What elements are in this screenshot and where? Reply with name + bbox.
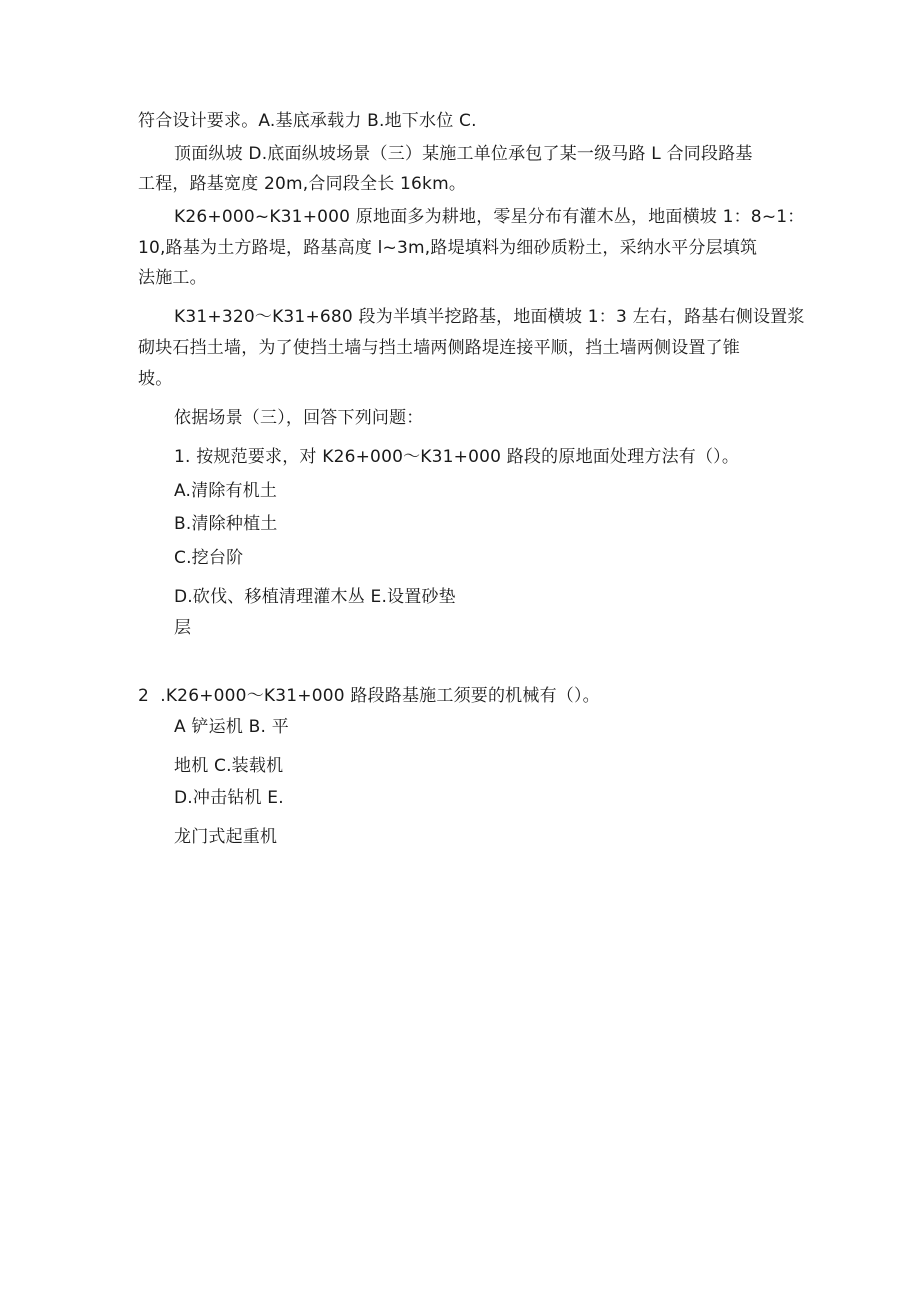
para2-line-1: K26+000~K31+000 原地面多为耕地，零星分布有灌木丛，地面横坡 1：8~1：: [174, 207, 805, 227]
para1-line-2: 顶面纵坡 D.底面纵坡场景（三）某施工单位承包了某一级马路 L 合同段路基: [174, 144, 753, 164]
q1-option-c: C.挖台阶: [174, 548, 244, 568]
q1-option-a: A.清除有机土: [174, 481, 278, 501]
q2-option-d-e: D.冲击钻机 E.: [174, 788, 284, 808]
para2-line-3: 法施工。: [138, 268, 207, 288]
para1-line-3: 工程，路基宽度 20m,合同段全长 16km。: [138, 174, 467, 194]
para1-line-1: 符合设计要求。A.基底承载力 B.地下水位 C.: [138, 111, 477, 131]
q1-option-e-cont: 层: [174, 618, 192, 638]
q2-stem: 2 .K26+000〜K31+000 路段路基施工须要的机械有（）。: [138, 686, 600, 706]
q1-option-b: B.清除种植土: [174, 514, 278, 534]
question-prompt: 依据场景（三），回答下列问题：: [174, 408, 424, 428]
q2-option-e-cont: 龙门式起重机: [174, 827, 278, 847]
para2-line-2: 10,路基为土方路堤，路基高度 l~3m,路堤填料为细砂质粉土，采纳水平分层填筑: [138, 238, 758, 258]
q2-option-b-c: 地机 C.装载机: [174, 756, 284, 776]
para3-line-2: 砌块石挡土墙，为了使挡土墙与挡土墙两侧路堤连接平顺，挡土墙两侧设置了锥: [138, 338, 740, 358]
q1-option-d-e: D.砍伐、移植清理灌木丛 E.设置砂垫: [174, 587, 456, 607]
para3-line-1: K31+320〜K31+680 段为半填半挖路基，地面横坡 1：3 左右，路基右侧设置浆: [174, 307, 805, 327]
q1-stem: 1. 按规范要求，对 K26+000〜K31+000 路段的原地面处理方法有（）。: [174, 447, 740, 467]
q2-option-a-b: A 铲运机 B. 平: [174, 717, 289, 737]
para3-line-3: 坡。: [138, 369, 173, 389]
